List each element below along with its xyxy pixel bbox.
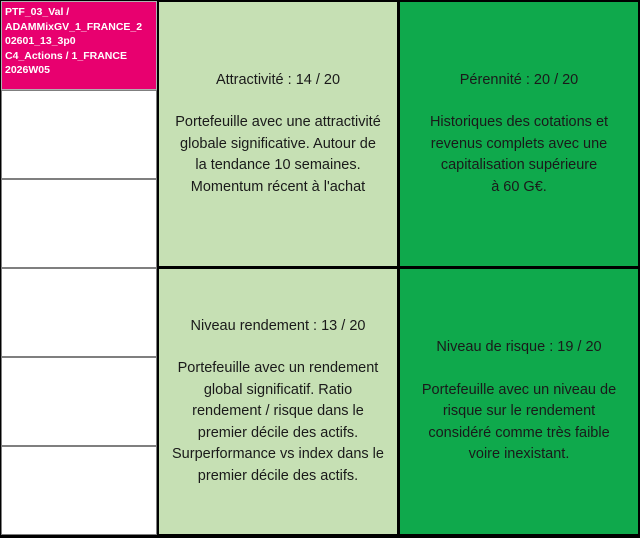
- attractivite-description: [175, 112, 381, 198]
- description-line: risque sur le rendement: [442, 403, 596, 420]
- empty-cell[interactable]: [1, 446, 157, 535]
- description-line: voire inexistant.: [468, 446, 570, 463]
- description-line: Portefeuille avec une attractivité: [175, 114, 381, 131]
- description-line: global significatif. Ratio: [203, 381, 353, 398]
- empty-cell[interactable]: [1, 268, 157, 357]
- risque-title: Niveau de risque : 19 / 20: [436, 339, 602, 356]
- description-line: considéré comme très faible: [428, 424, 610, 441]
- perennite-panel[interactable]: [399, 1, 639, 267]
- portfolio-id-line: C4_Actions / 1_FRANCE: [5, 49, 127, 62]
- description-line: Historiques des cotations et: [429, 114, 609, 131]
- empty-cell[interactable]: [1, 357, 157, 446]
- portfolio-id-cell[interactable]: [1, 1, 157, 90]
- portfolio-id-line: 2026W05: [5, 64, 50, 76]
- description-line: Portefeuille avec un niveau de: [421, 381, 617, 398]
- portfolio-id-line: 02601_13_3p0: [5, 35, 76, 47]
- attractivite-panel[interactable]: [158, 1, 398, 267]
- rendement-title: Niveau rendement : 13 / 20: [190, 317, 366, 334]
- attractivite-title: Attractivité : 14 / 20: [215, 71, 341, 88]
- perennite-title: Pérennité : 20 / 20: [459, 71, 579, 88]
- empty-cell[interactable]: [1, 179, 157, 268]
- empty-cell[interactable]: [1, 90, 157, 179]
- description-line: Momentum récent à l'achat: [190, 178, 366, 195]
- perennite-description: [430, 112, 608, 198]
- description-line: premier décile des actifs.: [197, 467, 359, 484]
- description-line: la tendance 10 semaines.: [195, 157, 361, 174]
- risque-description: [422, 380, 616, 466]
- rendement-panel[interactable]: [158, 268, 398, 535]
- description-line: revenus complets avec une: [430, 135, 608, 152]
- description-line: Surperformance vs index dans le: [172, 446, 384, 463]
- description-line: rendement / risque dans le: [192, 403, 364, 420]
- risque-panel[interactable]: [399, 268, 639, 535]
- description-line: Portefeuille avec un rendement: [177, 360, 379, 377]
- portfolio-id-line: ADAMMixGV_1_FRANCE_2: [5, 20, 143, 33]
- description-line: à 60 G€.: [491, 178, 547, 195]
- description-line: capitalisation supérieure: [440, 157, 598, 174]
- description-line: globale significative. Autour de: [180, 135, 376, 152]
- description-line: premier décile des actifs.: [197, 424, 359, 441]
- rendement-description: [172, 358, 384, 487]
- portfolio-id-line: PTF_03_Val /: [5, 6, 70, 18]
